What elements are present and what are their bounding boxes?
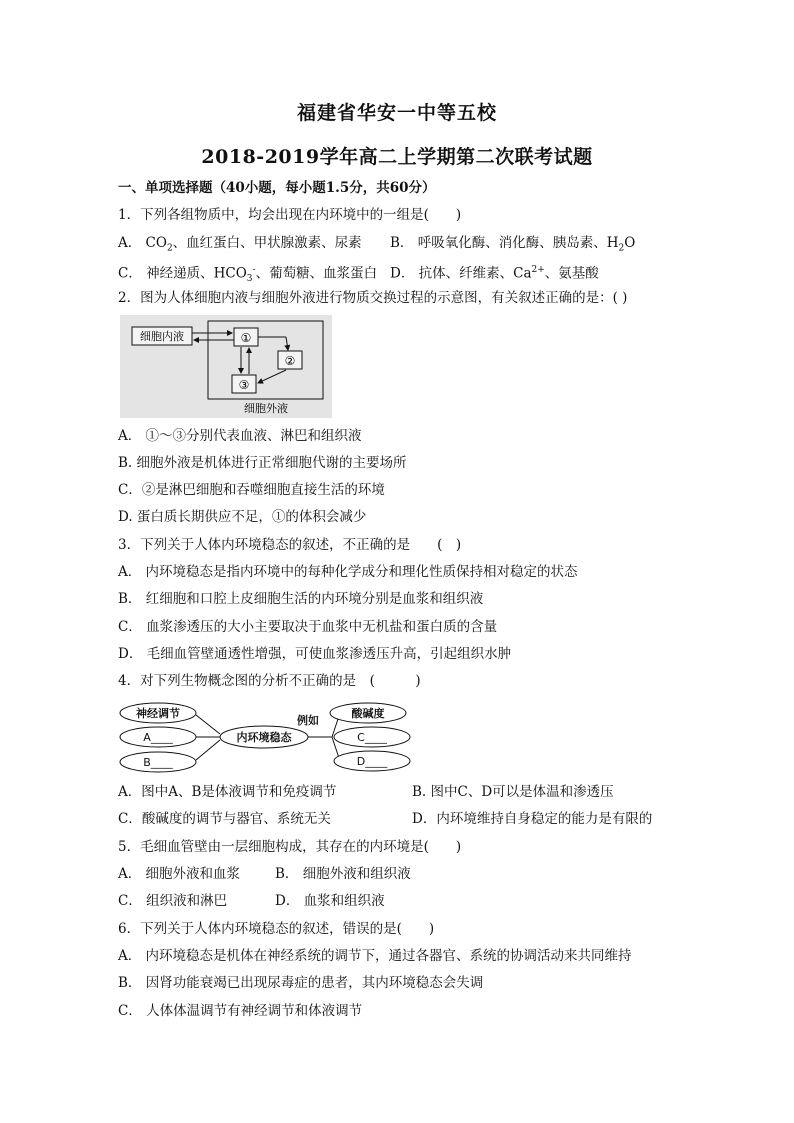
link-n1-center	[196, 715, 220, 734]
q6-option-a: A． 内环境稳态是机体在神经系统的调节下，通过各器官、系统的协调活动来共同维持	[118, 948, 632, 964]
q1-option-d	[390, 261, 599, 283]
q1-option-a	[118, 234, 362, 258]
q1-c-sup: -	[252, 265, 256, 275]
node-2-label: ②	[284, 354, 296, 368]
q3-option-c: C． 血浆渗透压的大小主要取决于血浆中无机盐和蛋白质的含量	[118, 619, 498, 635]
q3-option-a: A． 内环境稳态是指内环境中的每种化学成分和理化性质保持相对稳定的状态	[118, 564, 578, 580]
q3-option-b: B． 红细胞和口腔上皮细胞生活的内环境分别是血浆和组织液	[118, 591, 484, 607]
q4-option-b: B. 图中C、D可以是体温和渗透压	[412, 784, 614, 800]
q4-option-d: D．内环境维持自身稳定的能力是有限的	[412, 811, 653, 827]
q1-d-sup: 2+	[531, 265, 545, 275]
node-homeostasis-label: 内环境稳态	[236, 731, 292, 744]
q5-stem: 5．毛细血管壁由一层细胞构成，其存在的内环境是( )	[118, 839, 462, 855]
section-heading: 一、单项选择题（40小题，每小题1.5分，共60分）	[118, 180, 436, 196]
q2-stem: 2．图为人体细胞内液与细胞外液进行物质交换过程的示意图，有关叙述正确的是：( )	[118, 290, 628, 306]
q2-option-a: A． ①～③分别代表血液、淋巴和组织液	[118, 428, 362, 444]
arrow-2-to-3	[258, 370, 286, 383]
q4-option-c: C．酸碱度的调节与器官、系统无关	[118, 811, 331, 827]
q6-stem: 6．下列关于人体内环境稳态的叙述，错误的是( )	[118, 921, 435, 937]
q2-option-b: B. 细胞外液是机体进行正常细胞代谢的主要场所	[118, 455, 407, 471]
q1-stem: 1．下列各组物质中，均会出现在内环境中的一组是( )	[118, 207, 462, 223]
intracellular-label: 细胞内液	[140, 330, 184, 343]
q1-c-sub: 3	[246, 274, 253, 285]
node-ph-label: 酸碱度	[351, 707, 385, 720]
link-b-center	[196, 740, 220, 760]
q6-option-b: B． 因肾功能衰竭已出现尿毒症的患者，其内环境稳态会失调	[118, 975, 484, 991]
q1-b-text2: O	[624, 235, 636, 251]
q1-c-text2: 、葡萄糖、血浆蛋白	[255, 265, 378, 282]
arrow-1-to-2-b	[286, 337, 288, 350]
node-c-label: C____	[357, 731, 387, 744]
exam-subtitle: 2018-2019学年高二上学期第二次联考试题	[201, 146, 593, 168]
q5-option-c: C． 组织液和淋巴	[118, 893, 228, 909]
q1-option-c	[118, 261, 377, 288]
q4-option-a: A．图中A、B是体液调节和免疫调节	[118, 784, 337, 800]
concept-map-svg	[118, 700, 418, 776]
q1-a-sub: 2	[166, 243, 173, 254]
node-neural-regulation-label: 神经调节	[136, 707, 180, 720]
q3-stem: 3．下列关于人体内环境稳态的叙述，不正确的是 ( )	[118, 537, 462, 553]
node-d-label: D____	[356, 755, 388, 768]
node-1-label: ①	[240, 331, 252, 345]
q1-b-sub: 2	[618, 243, 625, 254]
q3-option-d: D． 毛细血管壁通透性增强，可使血浆渗透压升高，引起组织水肿	[118, 646, 512, 662]
exam-title: 福建省华安一中等五校	[296, 102, 497, 124]
example-label: 例如	[297, 714, 319, 727]
q5-option-d: D． 血浆和组织液	[275, 893, 385, 909]
q1-d-text2: 、氨基酸	[544, 265, 599, 282]
q4-concept-map	[118, 700, 418, 776]
extracellular-label: 细胞外液	[244, 402, 288, 415]
node-3-label: ③	[238, 378, 250, 392]
node-b-label: B____	[143, 756, 173, 769]
q1-d-text: D． 抗体、纤维素、Ca	[390, 265, 532, 282]
q1-a-text2: 、血红蛋白、甲状腺激素、尿素	[172, 235, 362, 251]
q1-c-text: C． 神经递质、HCO	[118, 265, 247, 282]
node-a-label: A____	[143, 731, 173, 744]
q2-option-d: D. 蛋白质长期供应不足，①的体积会减少	[118, 509, 367, 525]
q4-stem: 4．对下列生物概念图的分析不正确的是 ( )	[118, 673, 421, 689]
q2-figure-diagram	[120, 315, 332, 418]
fluid-exchange-diagram	[120, 315, 332, 418]
q1-option-b	[390, 234, 635, 258]
q5-option-a: A． 细胞外液和血浆	[118, 866, 241, 882]
q1-a-text: A． CO	[118, 235, 167, 251]
q5-option-b: B． 细胞外液和组织液	[275, 866, 411, 882]
q1-b-text: B． 呼吸氧化酶、消化酶、胰岛素、H	[390, 235, 619, 251]
q2-option-c: C．②是淋巴细胞和吞噬细胞直接生活的环境	[118, 482, 385, 498]
q6-option-c: C． 人体体温调节有神经调节和体液调节	[118, 1003, 363, 1019]
